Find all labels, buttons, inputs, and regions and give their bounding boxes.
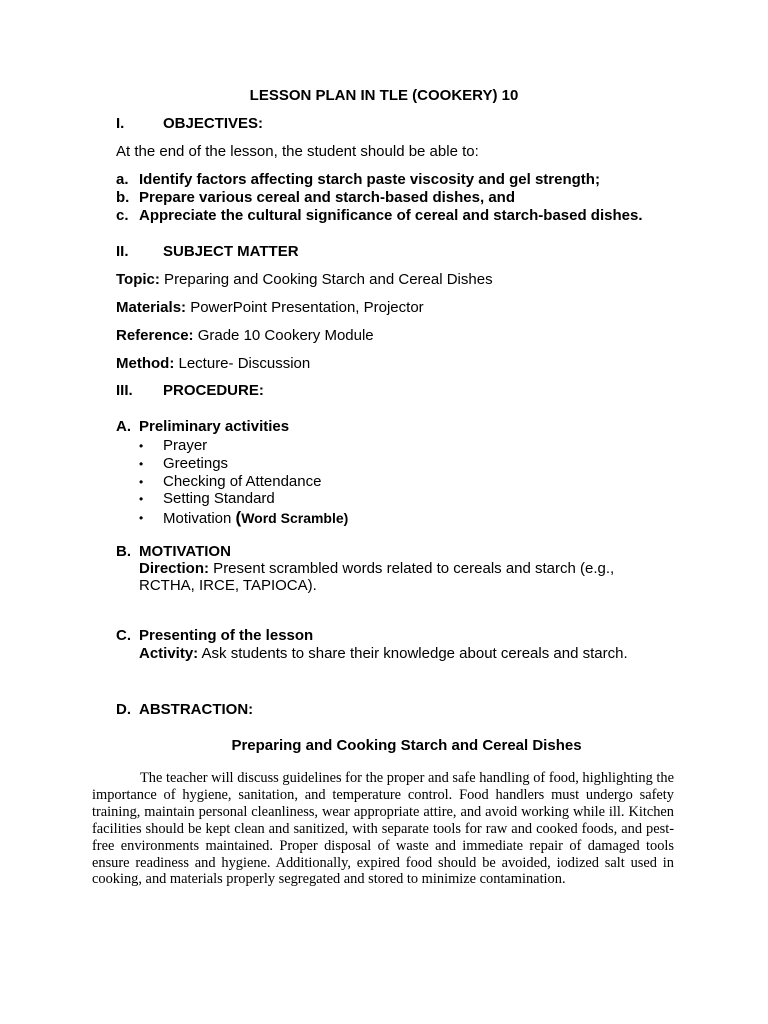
section-number-subject-matter: II. <box>116 243 129 260</box>
method-label: Method: <box>116 355 175 372</box>
method-value: Lecture- Discussion <box>174 355 311 372</box>
objectives-intro: At the end of the lesson, the student should be able to: <box>116 143 479 160</box>
section-heading-subject-matter: SUBJECT MATTER <box>163 243 299 260</box>
topic-label: Topic: <box>116 271 160 288</box>
direction-text: Present scrambled words related to cereals and starch (e.g., <box>209 560 615 577</box>
motivation-item-label: Motivation <box>163 510 236 527</box>
reference-line <box>116 327 374 345</box>
objective-text: Prepare various cereal and starch-based dishes, and <box>139 189 515 206</box>
motivation-paren: ( <box>235 508 242 527</box>
motivation-extra: Word Scramble) <box>241 510 349 526</box>
materials-line <box>116 299 424 317</box>
method-line <box>116 355 310 373</box>
bullet-icon: • <box>139 457 144 471</box>
presenting-heading: Presenting of the lesson <box>139 627 314 644</box>
subsection-letter: B. <box>116 543 131 560</box>
objective-text: Identify factors affecting starch paste viscosity and gel strength; <box>139 171 600 188</box>
section-number-procedure: III. <box>116 382 133 399</box>
list-item-motivation <box>163 509 348 528</box>
subsection-letter: C. <box>116 627 131 644</box>
objective-letter: c. <box>116 207 129 224</box>
materials-label: Materials: <box>116 299 187 316</box>
list-item: Setting Standard <box>163 490 275 507</box>
section-number-objectives: I. <box>116 115 125 132</box>
subsection-letter: A. <box>116 418 131 435</box>
subsection-letter: D. <box>116 701 131 718</box>
motivation-direction <box>139 560 614 578</box>
objective-text: Appreciate the cultural significance of cereal and starch-based dishes. <box>139 207 643 224</box>
reference-value: Grade 10 Cookery Module <box>193 327 374 344</box>
activity-label: Activity: <box>139 645 199 662</box>
objective-letter: a. <box>116 171 129 188</box>
list-item: Checking of Attendance <box>163 473 322 490</box>
page-title: LESSON PLAN IN TLE (COOKERY) 10 <box>249 87 519 104</box>
section-heading-procedure: PROCEDURE: <box>163 382 264 399</box>
direction-label: Direction: <box>139 560 210 577</box>
presenting-activity <box>139 645 628 663</box>
motivation-heading: MOTIVATION <box>139 543 231 560</box>
topic-value: Preparing and Cooking Starch and Cereal Dishes <box>159 271 493 288</box>
bullet-icon: • <box>139 511 144 525</box>
list-item: Greetings <box>163 455 229 472</box>
motivation-direction-cont: RCTHA, IRCE, TAPIOCA). <box>139 577 317 594</box>
list-item: Prayer <box>163 437 208 454</box>
topic-line <box>116 271 493 289</box>
section-heading-objectives: OBJECTIVES: <box>163 115 264 132</box>
materials-value: PowerPoint Presentation, Projector <box>186 299 424 316</box>
abstraction-heading: ABSTRACTION: <box>139 701 254 718</box>
abstraction-title: Preparing and Cooking Starch and Cereal Dishes <box>231 737 582 754</box>
reference-label: Reference: <box>116 327 194 344</box>
preliminary-heading: Preliminary activities <box>139 418 290 435</box>
abstraction-paragraph: The teacher will discuss guidelines for the proper and safe handling of food, highlighting the importance of hygiene, sanitation, and temperature control. Food handlers must undergo safety training, maintain personal cleanliness, wear appropriate attire, and avoid working while ill. Kitchen facilities should be kept clean and sanitized, with separate tools for raw and cooked foods, and pest-free environments maintained. Proper disposal of waste and immediate repair of damaged tools ensure readiness and hygiene. Additionally, expired food should be avoided, iodized salt used in cooking, and materials properly segregated and stored to minimize contamination. <box>92 770 674 888</box>
bullet-icon: • <box>139 475 144 489</box>
bullet-icon: • <box>139 492 144 506</box>
objective-letter: b. <box>116 189 130 206</box>
activity-text: Ask students to share their knowledge about cereals and starch. <box>198 645 628 662</box>
bullet-icon: • <box>139 439 144 453</box>
